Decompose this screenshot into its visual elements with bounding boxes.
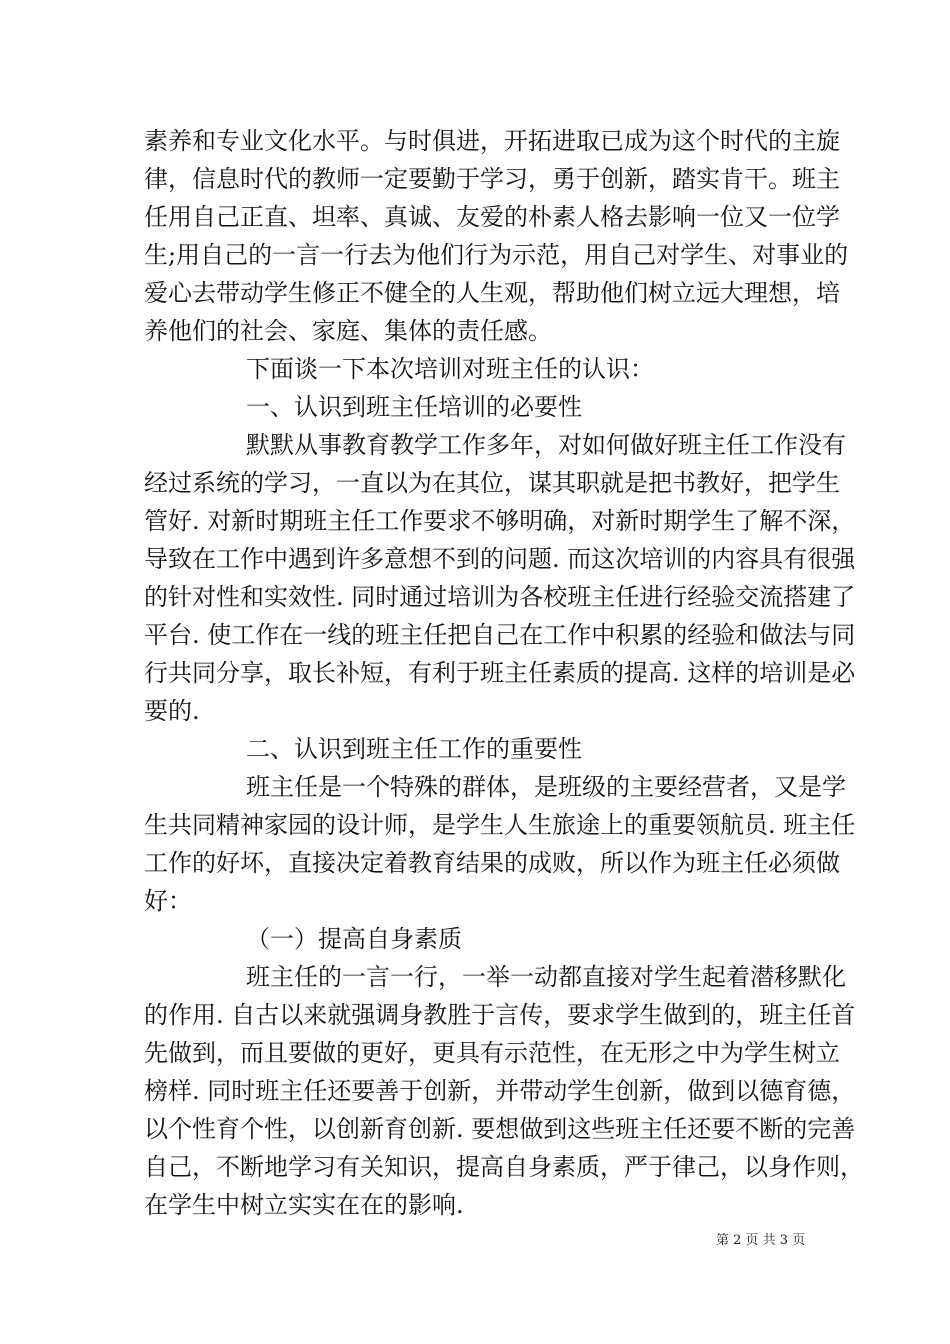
paragraph-line: 默默从事教育教学工作多年，对如何做好班主任工作没有 — [246, 431, 846, 459]
paragraph-line: 生;用自己的一言一行去为他们行为示范，用自己对学生、对事业的 — [144, 241, 849, 269]
intro-line: 下面谈一下本次培训对班主任的认识： — [246, 355, 654, 383]
subsection-heading: （一）提高自身素质 — [246, 925, 462, 953]
paragraph-line: 行共同分享，取长补短，有利于班主任素质的提高. 这样的培训是必 — [144, 659, 856, 687]
page-number: 第 2 页 共 3 页 — [716, 1233, 806, 1248]
paragraph-line: 在学生中树立实实在在的影响. — [144, 1191, 464, 1219]
paragraph-line: 要的. — [144, 697, 200, 725]
paragraph-line: 经过系统的学习，一直以为在其位，谋其职就是把书教好，把学生 — [144, 469, 840, 497]
paragraph-line: 榜样. 同时班主任还要善于创新，并带动学生创新，做到以德育德， — [144, 1077, 856, 1105]
paragraph-line: 平台. 使工作在一线的班主任把自己在工作中积累的经验和做法与同 — [144, 621, 856, 649]
paragraph-line: 自己，不断地学习有关知识，提高自身素质，严于律己，以身作则， — [144, 1153, 864, 1181]
paragraph-line: 管好. 对新时期班主任工作要求不够明确，对新时期学生了解不深， — [144, 507, 856, 535]
paragraph-line: 工作的好坏，直接决定着教育结果的成败，所以作为班主任必须做 — [144, 849, 840, 877]
paragraph-line: 班主任是一个特殊的群体，是班级的主要经营者，又是学 — [246, 773, 846, 801]
paragraph-line: 好： — [144, 887, 192, 915]
paragraph-line: 的作用. 自古以来就强调身教胜于言传，要求学生做到的，班主任首 — [144, 1001, 856, 1029]
paragraph-line: 的针对性和实效性. 同时通过培训为各校班主任进行经验交流搭建了 — [144, 583, 856, 611]
paragraph-line: 律，信息时代的教师一定要勤于学习，勇于创新，踏实肯干。班主 — [144, 165, 840, 193]
paragraph-line: 先做到，而且要做的更好，更具有示范性，在无形之中为学生树立 — [144, 1039, 840, 1067]
paragraph-line: 班主任的一言一行，一举一动都直接对学生起着潜移默化 — [246, 963, 846, 991]
paragraph-line: 养他们的社会、家庭、集体的责任感。 — [144, 317, 552, 345]
paragraph-line: 爱心去带动学生修正不健全的人生观，帮助他们树立远大理想，培 — [144, 279, 840, 307]
paragraph-line: 以个性育个性，以创新育创新. 要想做到这些班主任还要不断的完善 — [144, 1115, 856, 1143]
paragraph-line: 任用自己正直、坦率、真诚、友爱的朴素人格去影响一位又一位学 — [144, 203, 840, 231]
section-heading-1: 一、认识到班主任培训的必要性 — [246, 393, 582, 421]
section-heading-2: 二、认识到班主任工作的重要性 — [246, 735, 582, 763]
paragraph-line: 素养和专业文化水平。与时俱进，开拓进取已成为这个时代的主旋 — [144, 127, 840, 155]
paragraph-line: 导致在工作中遇到许多意想不到的问题. 而这次培训的内容具有很强 — [144, 545, 856, 573]
paragraph-line: 生共同精神家园的设计师，是学生人生旅途上的重要领航员. 班主任 — [144, 811, 856, 839]
